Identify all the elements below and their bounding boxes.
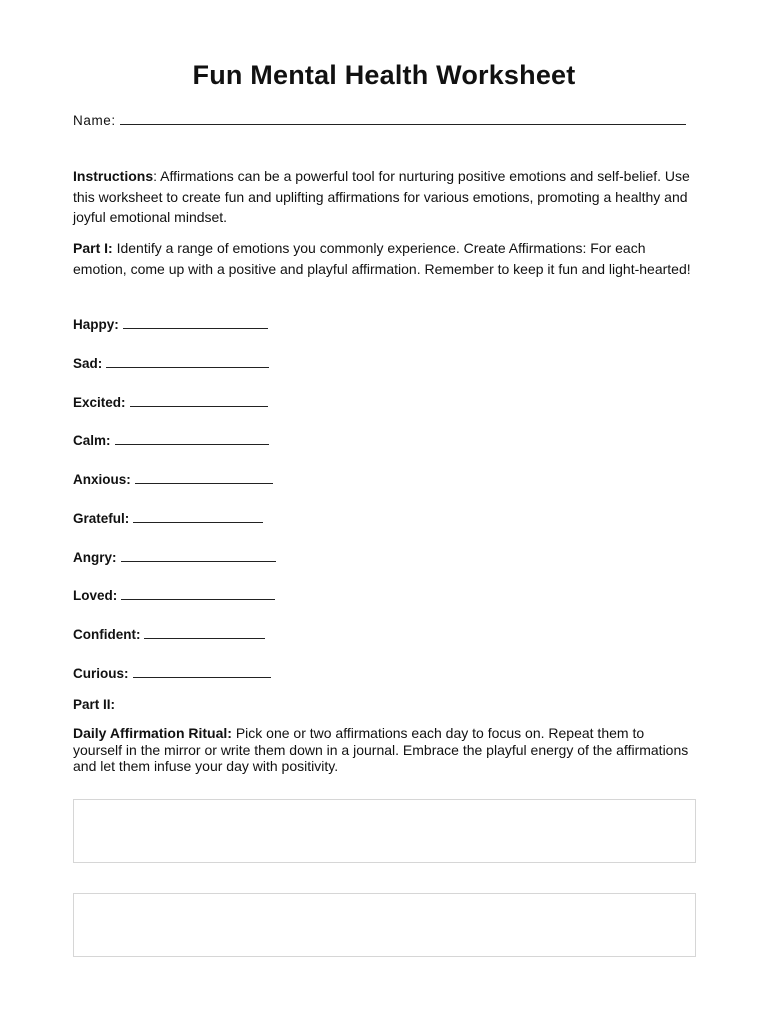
emotion-label: Loved: (73, 588, 118, 603)
emotion-label: Curious: (73, 666, 129, 681)
name-label: Name: (73, 113, 116, 128)
emotion-item-happy (73, 316, 268, 332)
ritual-paragraph (73, 725, 693, 775)
emotion-blank-line[interactable] (121, 549, 276, 562)
emotion-item-angry (73, 549, 276, 565)
emotion-blank-line[interactable] (121, 587, 275, 600)
instructions-label: Instructions (73, 168, 154, 184)
emotion-blank-line[interactable] (144, 626, 265, 639)
emotion-label: Anxious: (73, 472, 131, 487)
name-blank-line[interactable] (120, 112, 686, 125)
part1-label: Part I: (73, 240, 113, 256)
instructions-text: : Affirmations can be a powerful tool for nurturing positive emotions and self-belief. Use this worksheet to create fun and uplifting affirmations for various emotions, promoting a healthy and joyful emotional mindset. (73, 168, 690, 225)
emotion-blank-line[interactable] (133, 665, 271, 678)
emotion-label: Angry: (73, 550, 117, 565)
emotion-item-sad (73, 355, 269, 371)
emotion-blank-line[interactable] (106, 355, 269, 368)
emotion-blank-line[interactable] (130, 394, 268, 407)
part1-text: Identify a range of emotions you commonly experience. Create Affirmations: For each emotion, come up with a positive and playful affirmation. Remember to keep it fun and light-hearted! (73, 240, 691, 277)
part2-label: Part II: (73, 697, 116, 712)
part1-paragraph (73, 238, 693, 279)
ritual-text: Pick one or two affirmations each day to focus on. Repeat them to yourself in the mirror or write them down in a journal. Embrace the playful energy of the affirmations and let them infuse your day with positivity. (73, 725, 689, 774)
emotion-label: Excited: (73, 395, 126, 410)
emotion-label: Sad: (73, 356, 103, 371)
emotion-item-anxious (73, 471, 273, 487)
emotion-label: Happy: (73, 317, 119, 332)
emotion-label: Confident: (73, 627, 141, 642)
emotion-item-excited (73, 394, 268, 410)
emotion-item-calm (73, 432, 269, 448)
emotion-blank-line[interactable] (135, 471, 273, 484)
writing-box-2[interactable] (73, 893, 696, 957)
emotion-item-curious (73, 665, 271, 681)
emotion-label: Calm: (73, 433, 111, 448)
emotion-label: Grateful: (73, 511, 130, 526)
instructions-paragraph (73, 166, 693, 228)
writing-box-1[interactable] (73, 799, 696, 863)
page-title: Fun Mental Health Worksheet (192, 60, 576, 90)
emotion-item-loved (73, 587, 275, 603)
emotion-item-grateful (73, 510, 263, 526)
emotion-blank-line[interactable] (133, 510, 263, 523)
ritual-label: Daily Affirmation Ritual: (73, 725, 232, 741)
emotion-item-confident (73, 626, 265, 642)
emotion-blank-line[interactable] (123, 316, 268, 329)
emotion-blank-line[interactable] (115, 432, 269, 445)
name-field (73, 112, 686, 128)
